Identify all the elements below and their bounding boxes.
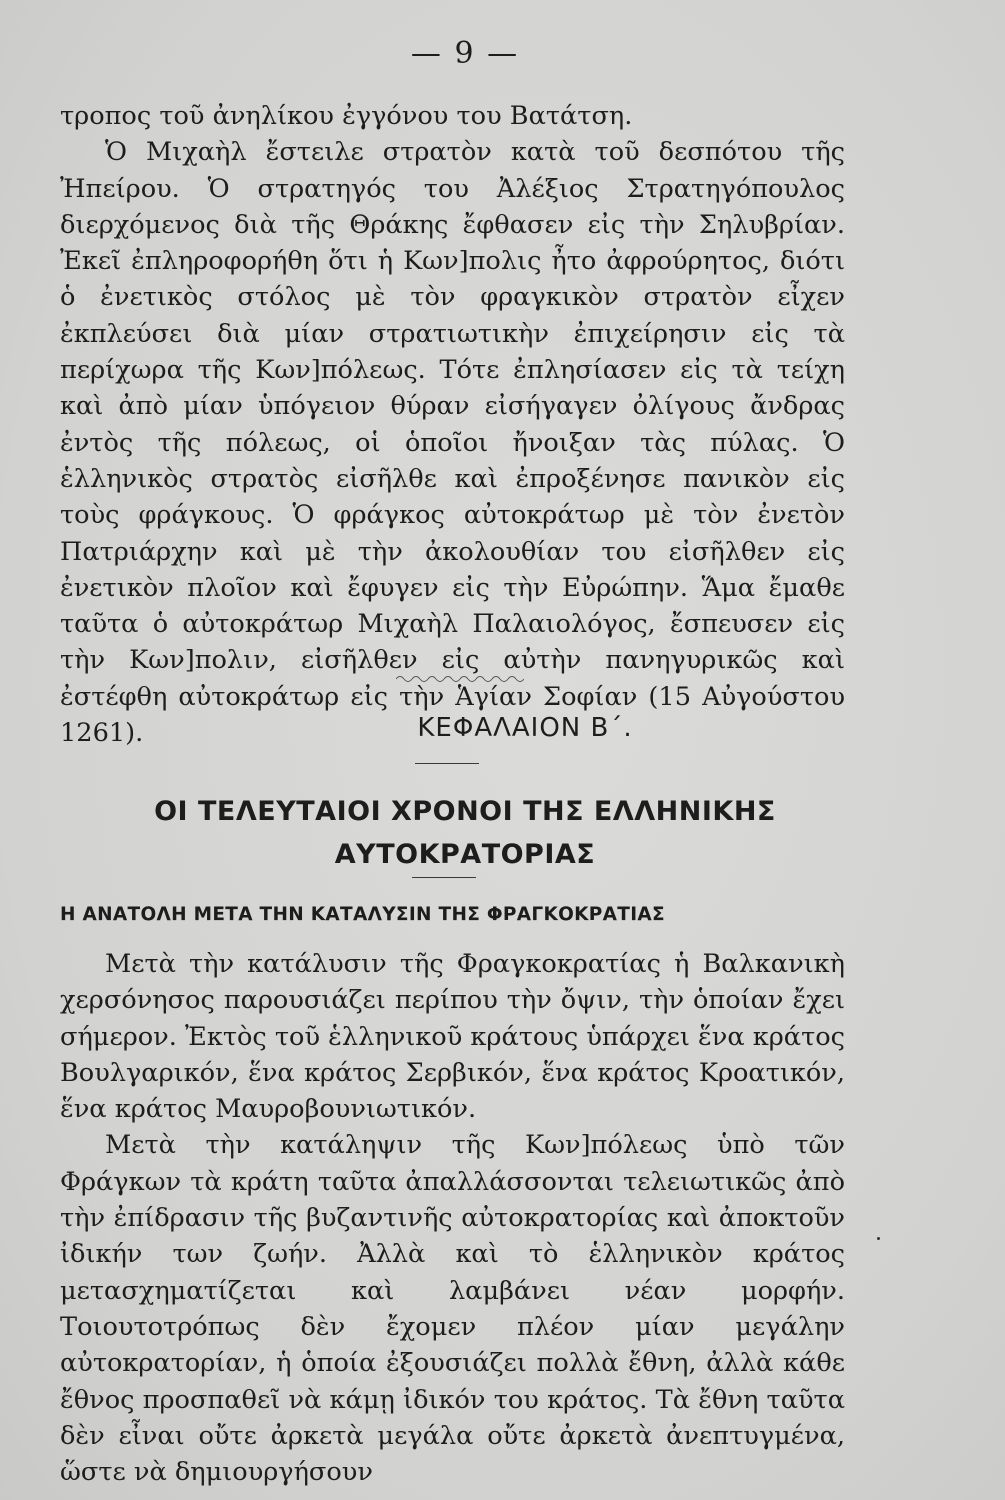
page-number: — 9 — <box>410 36 520 71</box>
closing-text-block <box>60 946 845 1490</box>
divider <box>415 763 479 764</box>
chapter-title <box>0 790 1005 876</box>
opening-text-block <box>60 98 845 751</box>
title-line: ΑΥΤΟΚΡΑΤΟΡΙΑΣ <box>334 839 596 870</box>
chapter-heading: ΚΕΦΑΛΑΙΟΝ Β΄. <box>417 713 633 743</box>
title-line: ΟΙ ΤΕΛΕΥΤΑΙΟΙ ΧΡΟΝΟΙ ΤΗΣ ΕΛΛΗΝΙΚΗΣ <box>154 796 776 827</box>
paragraph: Μετὰ τὴν κατάληψιν τῆς Κων]πόλεως ὑπὸ τῶν Φράγκων τὰ κράτη ταῦτα ἀπαλλάσσονται τελειωτικῶς ἀπὸ τὴν ἐπίδρασιν τῆς βυζαντινῆς αὐτοκρατορίας καὶ ἀποκτοῦν ἰδικήν των ζωήν. Ἀλλὰ καὶ τὸ ἑλληνικὸν κράτος μετασχηματίζεται καὶ λαμβάνει νέαν μορφήν. Τοιουτοτρόπως δὲν ἔχομεν πλέον μίαν μεγάλην αὐτοκρατορίαν, ἡ ὁποία ἐξουσιάζει πολλὰ ἔθνη, ἀλλὰ κάθε ἔθνος προσπαθεῖ νὰ κάμῃ ἰδικόν του κράτος. Τὰ ἔθνη ταῦτα δὲν εἶναι οὔτε ἀρκετὰ μεγάλα οὔτε ἀρκετὰ ἀνεπτυγμένα, ὥστε νὰ δημιουργήσουν <box>60 1130 845 1488</box>
paragraph: τροπος τοῦ ἀνηλίκου ἐγγόνου του Βατάτση. <box>60 101 633 131</box>
ink-speck <box>877 1237 880 1240</box>
paragraph: Ὁ Μιχαὴλ ἔστειλε στρατὸν κατὰ τοῦ δεσπότου τῆς Ἠπείρου. Ὁ στρατηγός του Ἀλέξιος Στρατηγόπουλος διερχόμενος διὰ τῆς Θράκης ἔφθασεν εἰς τὴν Σηλυβρίαν. Ἐκεῖ ἐπληροφορήθη ὅτι ἡ Κων]πολις ἦτο ἀφρούρητος, διότι ὁ ἐνετικὸς στόλος μὲ τὸν φραγκικὸν στρατὸν εἶχεν ἐκπλεύσει διὰ μίαν στρατιωτικὴν ἐπιχείρησιν εἰς τὰ περίχωρα τῆς Κων]πόλεως. Τότε ἐπλησίασεν εἰς τὰ τείχη καὶ ἀπὸ μίαν ὑπόγειον θύραν εἰσήγαγεν ὀλίγους ἄνδρας ἐντὸς τῆς πόλεως, οἱ ὁποῖοι ἤνοιξαν τὰς πύλας. Ὁ ἑλληνικὸς στρατὸς εἰσῆλθε καὶ ἐπροξένησε πανικὸν εἰς τοὺς φράγκους. Ὁ φράγκος αὐτοκράτωρ μὲ τὸν ἐνετὸν Πατριάρχην καὶ μὲ τὴν ἀκολουθίαν του εἰσῆλθεν εἰς ἐνετικὸν πλοῖον καὶ ἔφυγεν εἰς τὴν Εὐρώπην. Ἅμα ἔμαθε ταῦτα ὁ αὐτοκράτωρ Μιχαὴλ Παλαιολόγος, ἔσπευσεν εἰς τὴν Κων]πολιν, εἰσῆλθεν εἰς αὐτὴν πανηγυρικῶς καὶ ἐστέφθη αὐτοκράτωρ εἰς τὴν Ἁγίαν Σοφίαν (15 Αὐγούστου 1261). <box>60 137 845 749</box>
wave-ornament-icon <box>396 672 524 686</box>
paragraph: Μετὰ τὴν κατάλυσιν τῆς Φραγκοκρατίας ἡ Βαλκανικὴ χερσόνησος παρουσιάζει περίπου τὴν ὄψιν, τὴν ὁποίαν ἔχει σήμερον. Ἐκτὸς τοῦ ἑλληνικοῦ κράτους ὑπάρχει ἕνα κράτος Βουλγαρικόν, ἕνα κράτος Σερβικόν, ἕνα κράτος Κροατικόν, ἕνα κράτος Μαυροβουνιωτικόν. <box>60 949 845 1125</box>
section-subtitle: Η ΑΝΑΤΟΛΗ ΜΕΤΑ ΤΗΝ ΚΑΤΑΛΥΣΙΝ ΤΗΣ ΦΡΑΓΚΟΚΡΑΤΙΑΣ <box>60 904 665 925</box>
divider <box>412 877 476 878</box>
